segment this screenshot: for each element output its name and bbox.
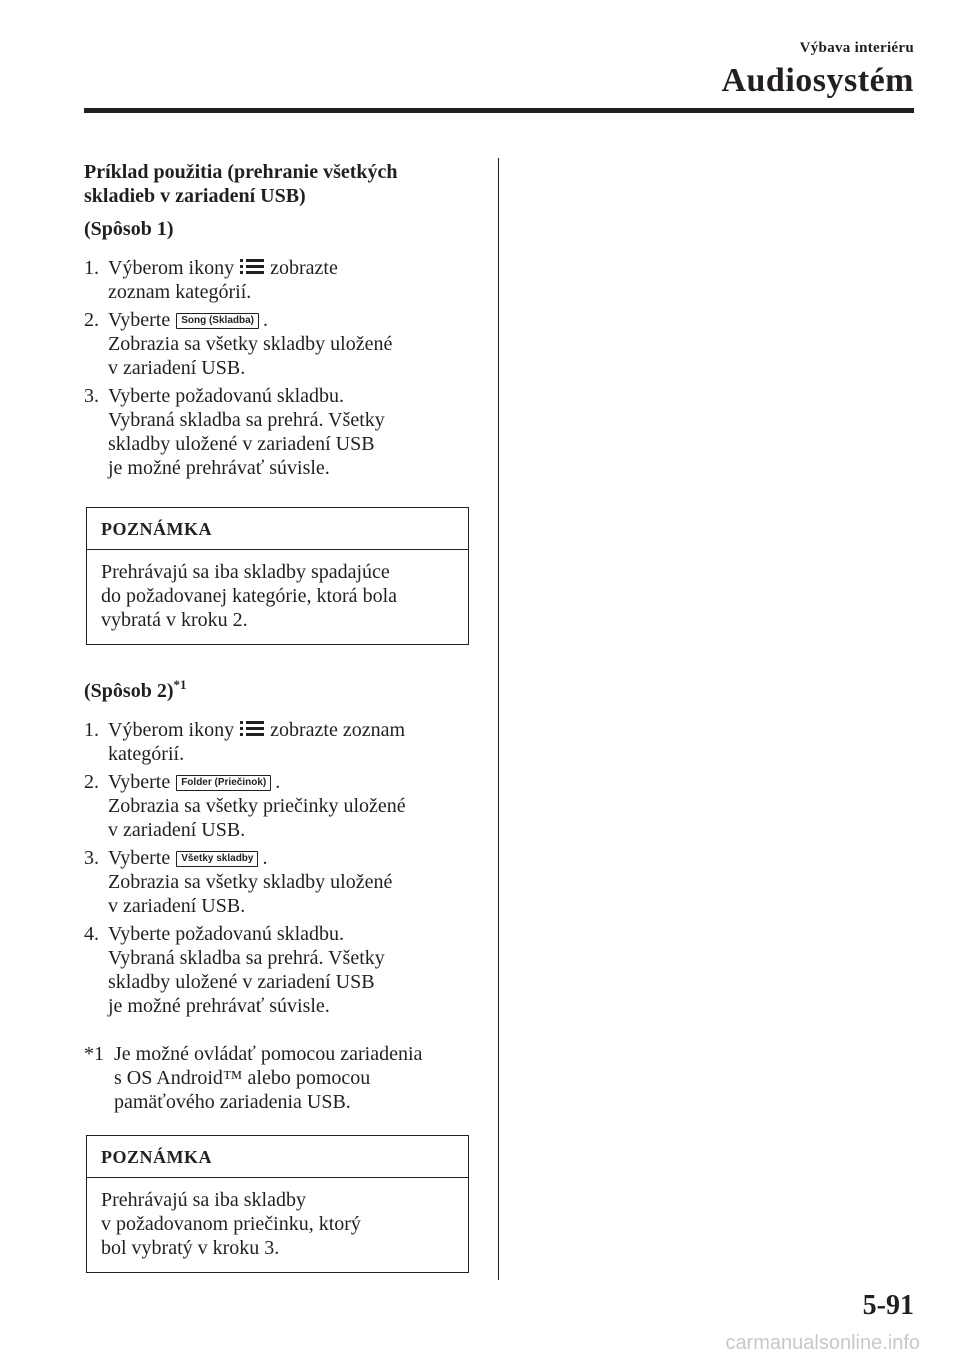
list-item: 3. Vyberte Všetky skladby . Zobrazia sa všetky skladby uložené v zariadení USB. [84,847,393,917]
example-title: Príklad použitia (prehranie všetkých skladieb v zariadení USB) [84,161,398,207]
all-songs-button-label: Všetky skladby [176,851,258,867]
list-icon [240,259,264,275]
list-item: 2. Vyberte Song (Skladba) . Zobrazia sa všetky skladby uložené v zariadení USB. [84,309,393,379]
header-divider [84,108,914,113]
list-icon [240,721,264,737]
song-button-label: Song (Skladba) [176,313,259,329]
list-item: 3. Vyberte požadovanú skladbu. Vybraná skladba sa prehrá. Všetky skladby uložené v zariadení USB je možné prehrávať súvisle. [84,385,385,479]
method-2-title: (Spôsob 2)$^{*1}$ [84,677,187,702]
note-heading: POZNÁMKA [87,508,468,550]
method-1-steps [84,256,474,484]
note-box [86,507,469,645]
list-item: 1. Výberom ikony zobrazte zoznam kategórií. [84,719,406,765]
list-item: 4. Vyberte požadovanú skladbu. Vybraná skladba sa prehrá. Všetky skladby uložené v zariadení USB je možné prehrávať súvisle. [84,923,385,1017]
footnote: *1 Je možné ovládať pomocou zariadenia s OS Android™ alebo pomocou pamäťového zariadenia USB. [84,1043,423,1113]
note-body: Prehrávajú sa iba skladby spadajúce do požadovanej kategórie, ktorá bola vybratá v kroku 2. [101,561,397,631]
page-title: Audiosystém [721,62,914,99]
page-number: 5-91 [862,1290,914,1321]
column-divider [498,158,499,1280]
method-2-steps [84,718,474,1022]
folder-button-label: Folder (Priečinok) [176,775,271,791]
list-item: 1. Výberom ikony zobrazte zoznam kategórií. [84,257,338,303]
section-label: Výbava interiéru [799,40,914,56]
list-item: 2. Vyberte Folder (Priečinok) . Zobrazia sa všetky priečinky uložené v zariadení USB. [84,771,406,841]
note-heading: POZNÁMKA [87,1136,468,1178]
note-body: Prehrávajú sa iba skladby v požadovanom priečinku, ktorý bol vybratý v kroku 3. [101,1189,361,1259]
watermark: carmanualsonline.info [725,1332,920,1354]
note-box [86,1135,469,1273]
method-1-title: (Spôsob 1) [84,218,174,240]
